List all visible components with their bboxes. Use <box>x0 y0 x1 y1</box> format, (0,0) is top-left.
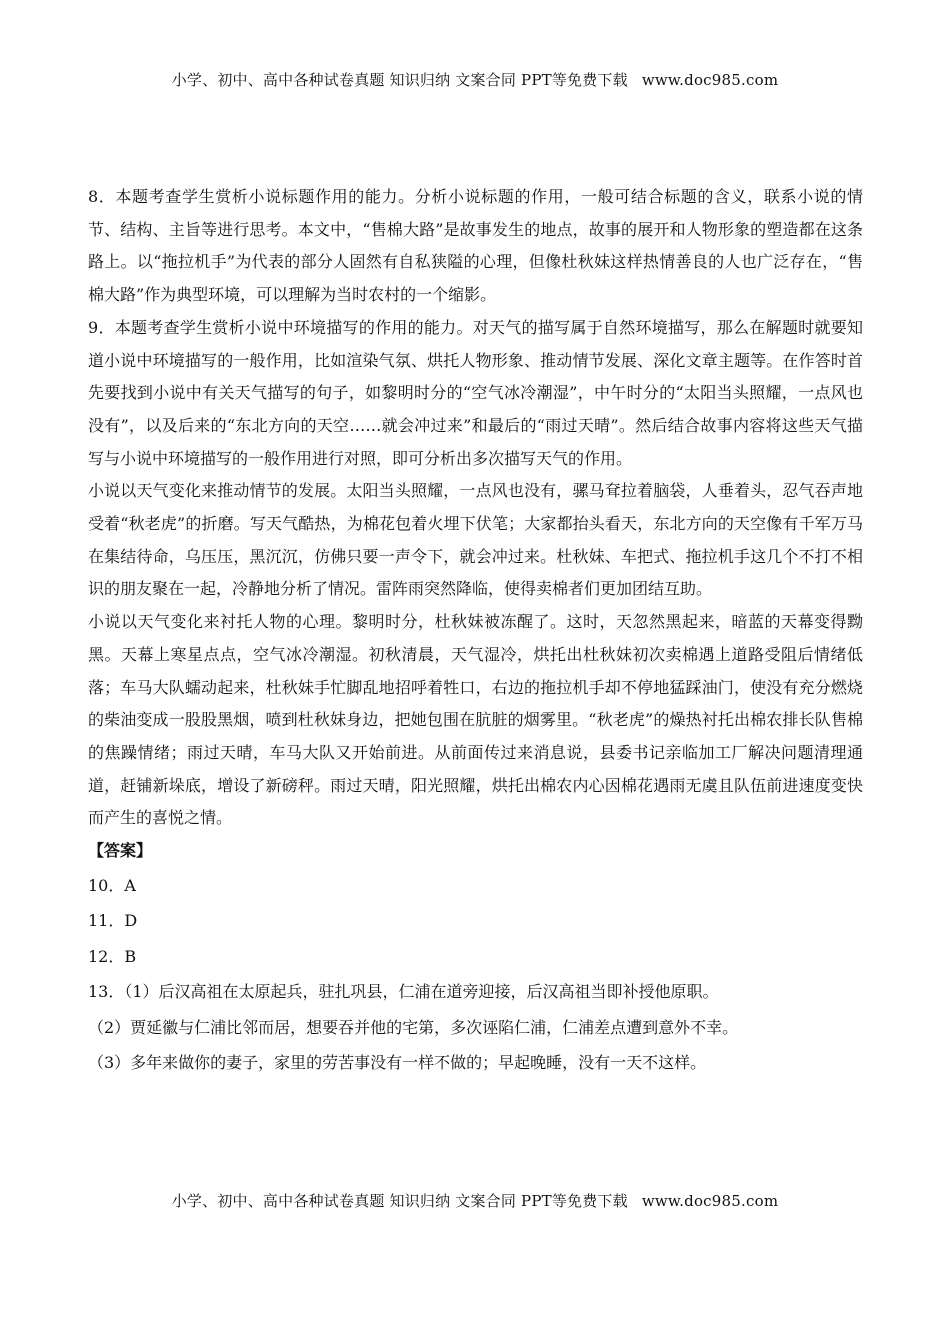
footer-site-link[interactable]: www.doc985.com <box>641 1192 779 1210</box>
answer-13-3: （3）多年来做你的妻子，家里的劳苦事没有一样不做的；早起晚睡，没有一天不这样。 <box>88 1053 707 1073</box>
explanation-9-plot: 小说以天气变化来推动情节的发展。太阳当头照耀，一点风也没有，骡马耷拉着脑袋，人垂着头，忍气吞声地受着“秋老虎”的折磨。写天气酷热，为棉花包着火埋下伏笔；大家都抬头看天，东北方向的天空像有千军万马在集结待命，乌压压，黑沉沉，仿佛只要一声令下，就会冲过来。杜秋妹、车把式、拖拉机手这几个不打不相识的朋友聚在一起，冷静地分析了情况。雷阵雨突然降临，使得卖棉者们更加团结互助。 <box>88 481 863 599</box>
page-footer <box>0 1191 950 1211</box>
answer-11: 11．D <box>88 911 138 931</box>
explanation-8: 8．本题考查学生赏析小说标题作用的能力。分析小说标题的作用，一般可结合标题的含义，联系小说的情节、结构、主旨等进行思考。本文中，“售棉大路”是故事发生的地点，故事的展开和人物形象的塑造都在这条路上。以“拖拉机手”为代表的部分人固然有自私狭隘的心理，但像杜秋妹这样热情善良的人也广泛存在，“售棉大路”作为典型环境，可以理解为当时农村的一个缩影。 <box>88 187 863 305</box>
answer-13-1: 13．（1）后汉高祖在太原起兵，驻扎巩县，仁浦在道旁迎接，后汉高祖当即补授他原职。 <box>88 982 719 1002</box>
answer-12: 12．B <box>88 946 137 966</box>
explanation-9-mood: 小说以天气变化来衬托人物的心理。黎明时分，杜秋妹被冻醒了。这时，天忽然黑起来，暗蓝的天幕变得黝黑。天幕上寒星点点，空气冰冷潮湿。初秋清晨，天气湿冷，烘托出杜秋妹初次卖棉遇上道路受阻后情绪低落；车马大队蠕动起来，杜秋妹手忙脚乱地招呼着牲口，右边的拖拉机手却不停地猛踩油门，使没有充分燃烧的柴油变成一股股黑烟，喷到杜秋妹身边，把她包围在肮脏的烟雾里。“秋老虎”的燥热衬托出棉农排长队售棉的焦躁情绪；雨过天晴，车马大队又开始前进。从前面传过来消息说，县委书记亲临加工厂解决问题清理通道，赶铺新垛底，增设了新磅秤。雨过天晴，阳光照耀，烘托出棉农内心因棉花遇雨无虞且队伍前进速度变快而产生的喜悦之情。 <box>88 612 863 828</box>
answer-13-2: （2）贾延徽与仁浦比邻而居，想要吞并他的宅第，多次诬陷仁浦，仁浦差点遭到意外不幸。 <box>88 1017 739 1037</box>
header-text: 小学、初中、高中各种试卷真题 知识归纳 文案合同 PPT等免费下载 <box>171 71 628 89</box>
page-header <box>0 70 950 90</box>
document-body <box>88 181 863 1081</box>
answer-heading: 【答案】 <box>88 841 153 861</box>
header-site-link[interactable]: www.doc985.com <box>641 71 779 89</box>
answer-10: 10．A <box>88 875 136 895</box>
footer-text: 小学、初中、高中各种试卷真题 知识归纳 文案合同 PPT等免费下载 <box>171 1192 628 1210</box>
explanation-9: 9．本题考查学生赏析小说中环境描写的作用的能力。对天气的描写属于自然环境描写，那么在解题时就要知道小说中环境描写的一般作用，比如渲染气氛、烘托人物形象、推动情节发展、深化文章主题等。在作答时首先要找到小说中有关天气描写的句子，如黎明时分的“空气冰冷潮湿”，中午时分的“太阳当头照耀，一点风也没有”，以及后来的“东北方向的天空……就会冲过来”和最后的“雨过天晴”。然后结合故事内容将这些天气描写与小说中环境描写的一般作用进行对照，即可分析出多次描写天气的作用。 <box>88 317 863 468</box>
